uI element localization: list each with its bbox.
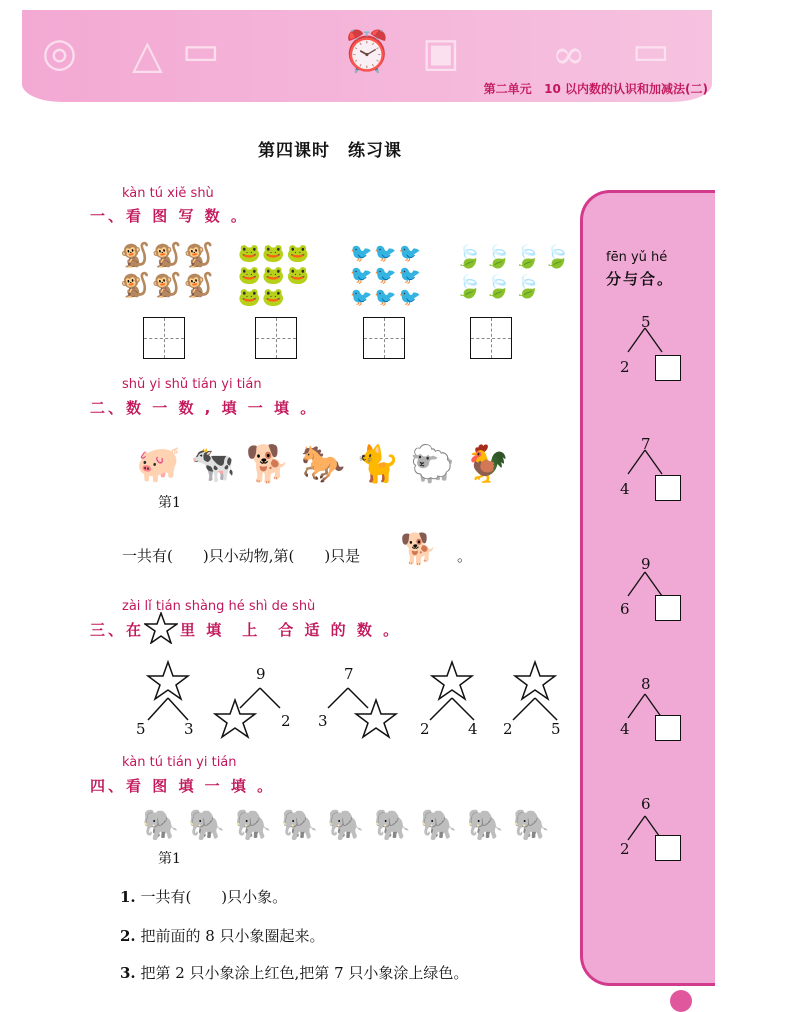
notebook-icon: ▭ [632,28,670,74]
side1-top: 5 [641,313,651,331]
dog-icon: 🐕 [400,532,438,567]
tree1-right: 3 [184,720,194,738]
q1-number: 1. [120,888,136,906]
leaves-group: 🍃🍃🍃🍃 🍃🍃🍃 [455,245,573,300]
compass-icon: △ [132,32,163,78]
side1-box[interactable] [655,355,681,381]
section2-pinyin: shǔ yi shǔ tián yi tián [122,377,262,392]
side3-left: 6 [620,600,630,618]
animal-question: 一共有( )只小动物,第( )只是 [122,547,361,565]
unit-title [484,80,708,97]
tree5-right: 5 [551,720,561,738]
side5-top: 6 [641,795,651,813]
section4-heading: 四、看 图 填 一 填 。 [90,777,276,795]
section2-heading: 二、数 一 数 , 填 一 填 。 [90,399,319,417]
frogs-group: 🐸🐸🐸 🐸🐸🐸 🐸🐸 [238,243,312,308]
sidebar-trees [600,300,710,860]
q3-text: 把第 2 只小象涂上红色,把第 7 只小象涂上绿色。 [140,964,469,982]
q2-number: 2. [120,927,136,945]
answer-box-leaves[interactable] [470,317,512,359]
side1-left: 2 [620,358,630,376]
unit-name: 10 以内数的认识和加减法(二) [544,82,708,96]
section3-heading-start: 三、在 [90,621,145,639]
answer-box-birds[interactable] [363,317,405,359]
q2-text: 把前面的 8 只小象圈起来。 [140,927,325,945]
side4-left: 4 [620,720,630,738]
question-1 [120,886,287,907]
unit-label: 第二单元 [483,82,532,96]
elephant-first-label: 第1 [158,851,181,867]
page-marker [670,990,692,1012]
side2-box[interactable] [655,475,681,501]
answer-box-frogs[interactable] [255,317,297,359]
section1-pinyin: kàn tú xiě shù [122,186,214,201]
sidebar-title: 分与合。 [606,270,675,288]
birds-group: 🐦🐦🐦 🐦🐦🐦 🐦🐦🐦 [350,243,424,308]
side3-box[interactable] [655,595,681,621]
tree3-top: 7 [344,665,354,683]
section3-heading-end: 里 填 上 合 适 的 数 。 [180,621,402,639]
glasses-icon: ∞ [552,32,586,78]
side4-top: 8 [641,675,651,693]
side4-box[interactable] [655,715,681,741]
star-icon [144,612,178,648]
animals-row: 🐖🐄🐕🐎🐈🐑🐓 [136,444,520,485]
section3-pinyin: zài lǐ tián shàng hé shì de shù [122,599,316,614]
q1-text: 一共有( )只小象。 [140,888,288,906]
tree5-left: 2 [503,720,513,738]
sidebar-pinyin: fēn yǔ hé [606,250,668,265]
globe-icon: ◎ [42,30,77,76]
q3-number: 3. [120,964,136,982]
answer-box-monkeys[interactable] [143,317,185,359]
tree3-left: 3 [318,712,328,730]
side5-left: 2 [620,840,630,858]
elephants-row: 🐘🐘🐘🐘🐘🐘🐘🐘🐘 [142,808,560,843]
tree2-top: 9 [256,665,266,683]
bag-icon: ▣ [422,30,460,76]
question-2 [120,925,325,946]
first-label: 第1 [158,495,181,511]
side2-left: 4 [620,480,630,498]
tree2-right: 2 [281,712,291,730]
side2-top: 7 [641,435,651,453]
question-end: 。 [457,547,473,565]
book-icon: ▭ [182,28,220,74]
tree4-right: 4 [468,720,478,738]
section1-heading: 一、看 图 写 数 。 [90,207,249,225]
question-3 [120,962,468,983]
alarm-clock-icon: ⏰ [342,29,392,75]
tree4-left: 2 [420,720,430,738]
side5-box[interactable] [655,835,681,861]
side3-top: 9 [641,555,651,573]
section4-pinyin: kàn tú tián yi tián [122,755,237,770]
tree1-left: 5 [136,720,146,738]
monkeys-group: 🐒🐒🐒 🐒🐒🐒 [120,241,216,299]
lesson-title: 第四课时 练习课 [258,141,402,161]
